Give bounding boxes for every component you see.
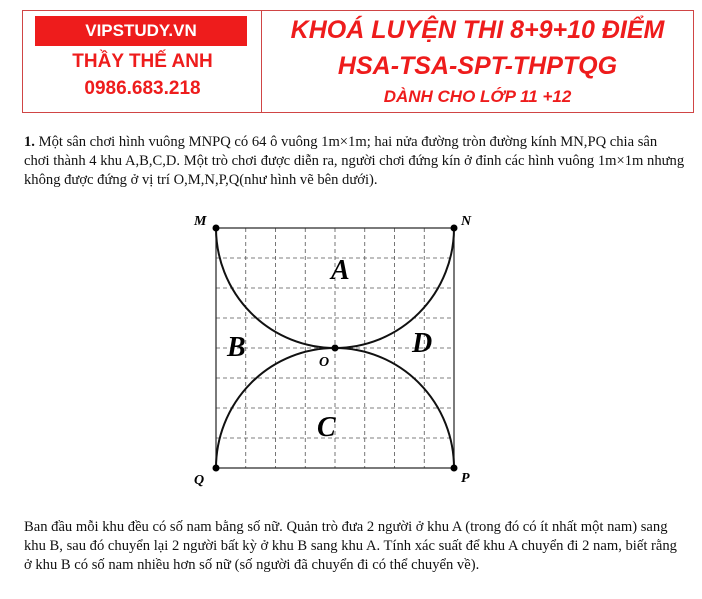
- zone-a-label: A: [331, 255, 350, 286]
- course-exams: HSA-TSA-SPT-THPTQG: [337, 52, 618, 80]
- brand-label: VIPSTUDY.VN: [35, 16, 247, 46]
- course-title: KHOÁ LUYỆN THI 8+9+10 ĐIỂM: [290, 16, 665, 44]
- point-q: [213, 465, 220, 472]
- problem-number: 1.: [24, 134, 35, 150]
- point-p: [451, 465, 458, 472]
- teacher-name: THẦY THẾ ANH: [72, 51, 213, 72]
- course-title-panel: [262, 11, 693, 112]
- zone-c-label: C: [317, 412, 336, 443]
- point-m: [213, 225, 220, 232]
- label-o: O: [319, 355, 330, 370]
- problem-statement: [24, 133, 686, 190]
- point-o: [332, 345, 339, 352]
- label-q: Q: [194, 473, 205, 488]
- zone-d-label: D: [412, 328, 433, 359]
- label-m: M: [194, 214, 207, 229]
- problem-text: Một sân chơi hình vuông MNPQ có 64 ô vuông 1m×1m; hai nửa đường tròn đường kính MN,PQ chia sân chơi thành 4 khu A,B,C,D. Một trò chơi được diễn ra, người chơi đứng kín ở đỉnh các hình vuông 1m×1m nhưng không được đứng ở vị trí O,M,N,P,Q(như hình vẽ bên dưới).: [24, 134, 685, 188]
- course-grades: DÀNH CHO LỚP 11 +12: [383, 87, 572, 106]
- point-n: [451, 225, 458, 232]
- playground-figure: [186, 204, 486, 494]
- question-text: Ban đầu mỗi khu đều có số nam bằng số nữ. Quản trò đưa 2 người ở khu A (trong đó có ít nhất một nam) sang khu B, sau đó chuyển lại 2 người bất kỳ ở khu B sang khu A. Tính xác suất để khu A chuyển đi 2 nam, biết rằng ở khu B có số nam nhiều hơn số nữ (số người đã chuyển đi có thể chuyển về).: [24, 519, 677, 573]
- label-n: N: [461, 214, 472, 229]
- header-banner: [22, 10, 694, 113]
- zone-b-label: B: [227, 332, 246, 363]
- teacher-panel: [23, 11, 262, 112]
- teacher-phone: 0986.683.218: [84, 78, 201, 99]
- label-p: P: [461, 471, 470, 486]
